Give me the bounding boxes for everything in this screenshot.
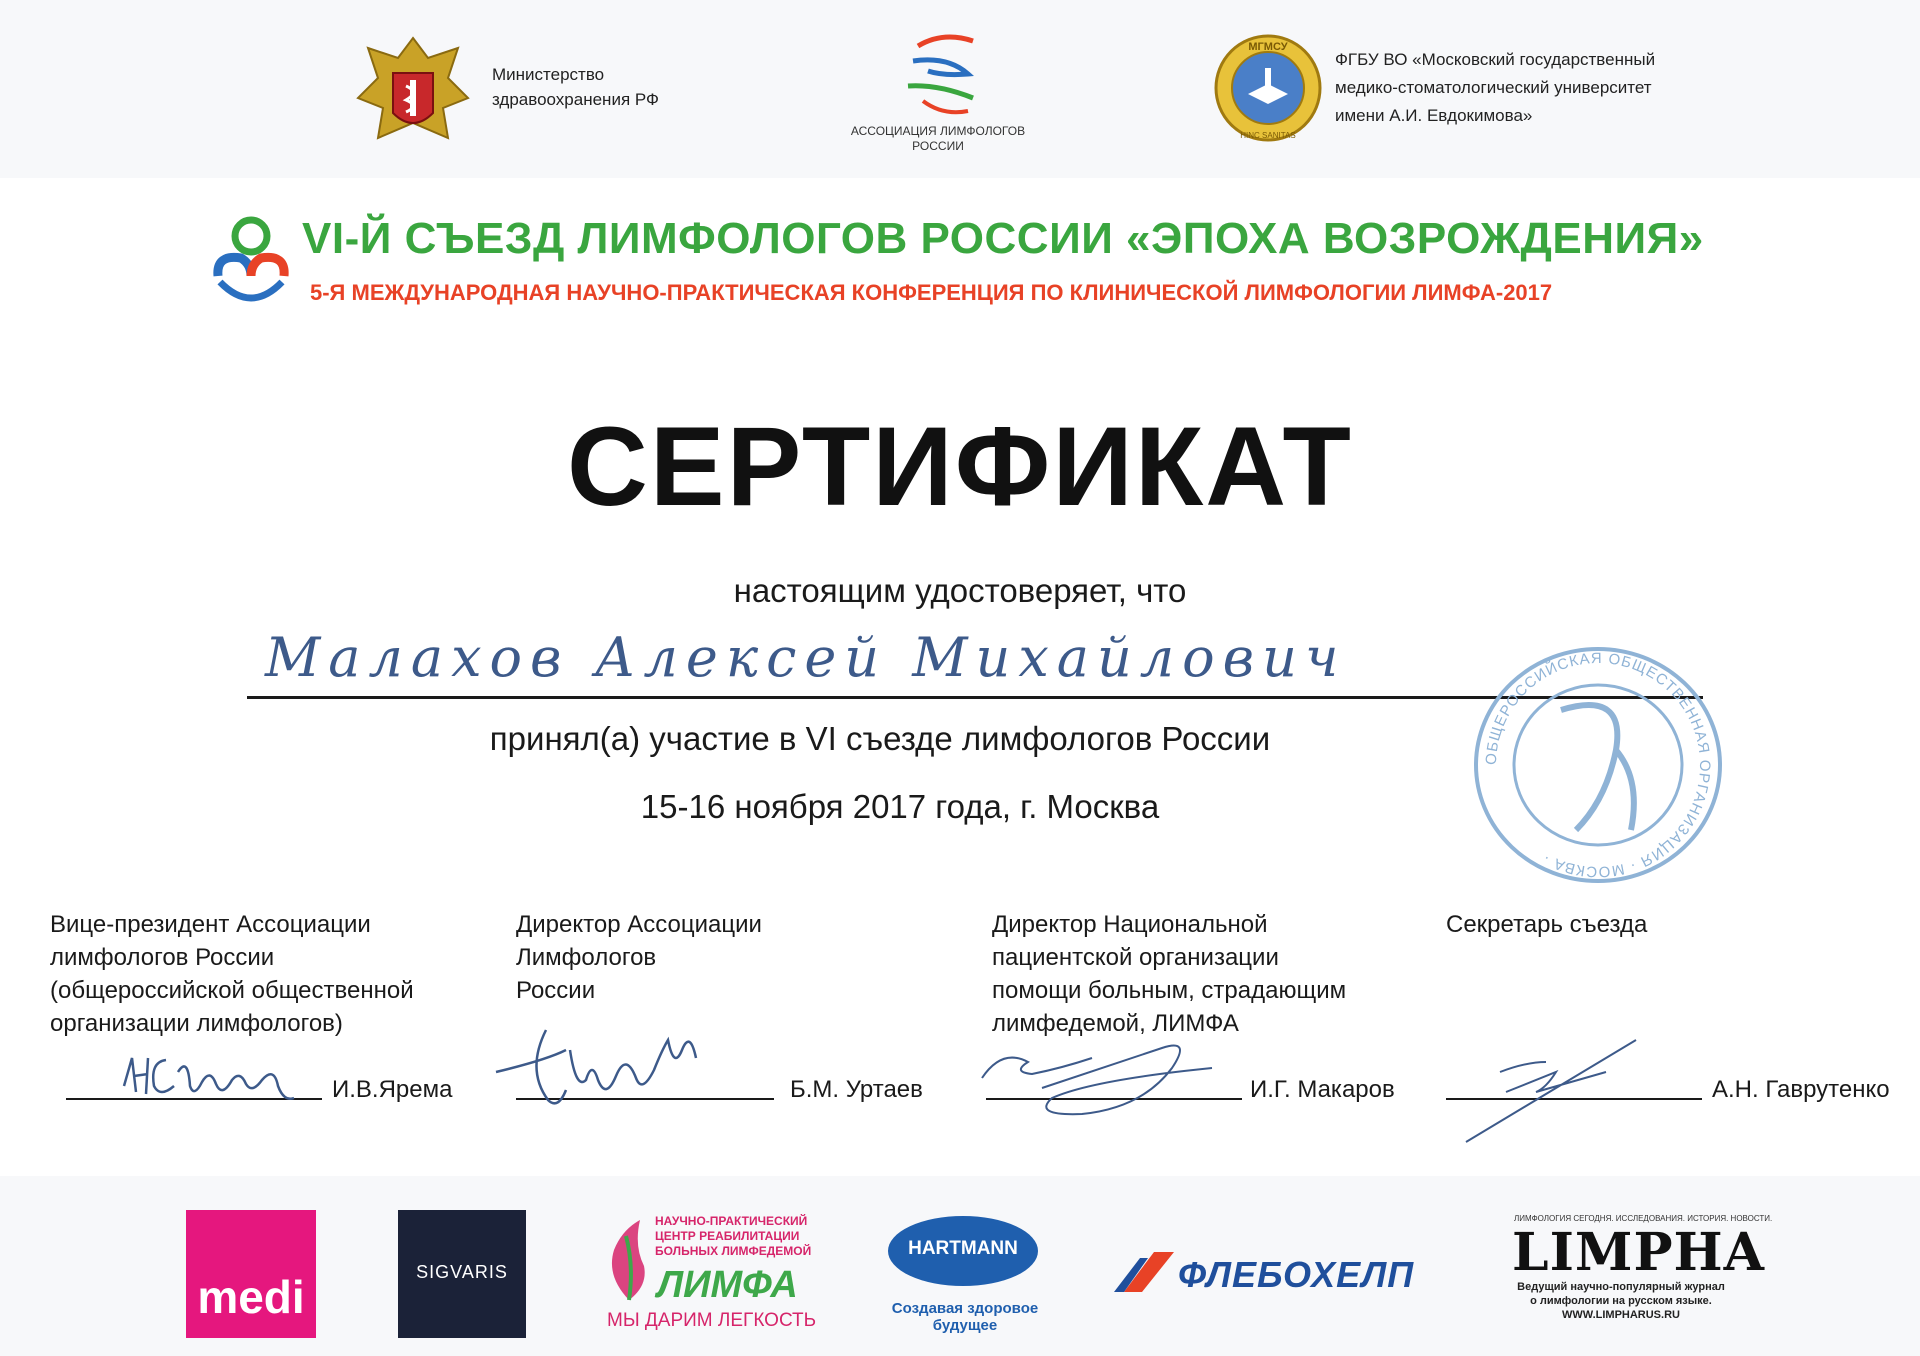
university-seal-top-text: МГМСУ bbox=[1248, 41, 1288, 53]
signatory-4-name: А.Н. Гаврутенко bbox=[1712, 1076, 1890, 1103]
signatory-3-title-line: помощи больным, страдающим bbox=[992, 977, 1347, 1004]
signatory-2-title bbox=[516, 908, 762, 1007]
certificate-title: СЕРТИФИКАТ bbox=[567, 404, 1353, 529]
stamp-arc-text: ОБЩЕРОССИЙСКАЯ ОБЩЕСТВЕННАЯ ОРГАНИЗАЦИЯ · МОСКВА · bbox=[1482, 649, 1714, 881]
association-line-2: РОССИИ bbox=[912, 139, 964, 153]
limfa-center-caption bbox=[655, 1214, 811, 1259]
flebohelp-logo-icon bbox=[1114, 1248, 1178, 1296]
limpha-description bbox=[1496, 1280, 1746, 1322]
ministry-emblem-icon bbox=[348, 28, 478, 158]
signatory-4-signature bbox=[1436, 1032, 1642, 1152]
limpha-website: WWW.LIMPHARUS.RU bbox=[1562, 1309, 1680, 1321]
medi-logo-text: medi bbox=[197, 1271, 305, 1323]
sigvaris-logo-text: SIGVARIS bbox=[416, 1262, 508, 1282]
congress-title: VI-Й СЪЕЗД ЛИМФОЛОГОВ РОССИИ «ЭПОХА ВОЗРОЖДЕНИЯ» bbox=[302, 214, 1704, 263]
university-seal-bottom-text: HINC SANITAS bbox=[1240, 131, 1296, 140]
signatory-1-signature bbox=[118, 1046, 308, 1116]
limpha-logo-text: LIMPHA bbox=[1512, 1222, 1766, 1283]
signatory-3-signature bbox=[972, 1028, 1232, 1120]
sigvaris-logo bbox=[398, 1210, 526, 1338]
signatory-1-title-line: (общероссийской общественной bbox=[50, 977, 414, 1004]
signatory-1-title bbox=[50, 908, 414, 1040]
signatory-3-title-line: пациентской организации bbox=[992, 944, 1279, 971]
limfa-center-slogan: МЫ ДАРИМ ЛЕГКОСТЬ bbox=[607, 1310, 817, 1331]
signatory-3-title-line: Директор Национальной bbox=[992, 911, 1268, 938]
university-line-3: имени А.И. Евдокимова» bbox=[1335, 106, 1533, 125]
limfa-center-caption-line: НАУЧНО-ПРАКТИЧЕСКИЙ bbox=[655, 1214, 808, 1228]
limfa-center-leaf-icon bbox=[604, 1216, 654, 1306]
certifies-text: настоящим удостоверяет, что bbox=[733, 572, 1187, 609]
signatory-3-name: И.Г. Макаров bbox=[1250, 1076, 1395, 1103]
signatory-2-title-line: России bbox=[516, 977, 596, 1004]
limpha-description-line: Ведущий научно-популярный журнал bbox=[1517, 1281, 1725, 1293]
recipient-name: Малахов Алексей Михайлович bbox=[265, 626, 1347, 689]
signatory-1-name: И.В.Ярема bbox=[332, 1076, 453, 1103]
medi-logo bbox=[186, 1210, 316, 1338]
conference-subtitle: 5-Я МЕЖДУНАРОДНАЯ НАУЧНО-ПРАКТИЧЕСКАЯ КОНФЕРЕНЦИЯ ПО КЛИНИЧЕСКОЙ ЛИМФОЛОГИИ ЛИМФА-2017 bbox=[310, 280, 1553, 305]
limpha-description-line: о лимфологии на русском языке. bbox=[1530, 1295, 1712, 1307]
university-line-1: ФГБУ ВО «Московский государственный bbox=[1335, 50, 1656, 69]
limfa-center-caption-line: ЦЕНТР РЕАБИЛИТАЦИИ bbox=[655, 1229, 800, 1243]
limfa-center-caption-line: БОЛЬНЫХ ЛИМФЕДЕМОЙ bbox=[655, 1244, 812, 1258]
signatory-2-title-line: Директор Ассоциации bbox=[516, 911, 762, 938]
congress-logo-icon bbox=[206, 214, 296, 308]
ministry-line-2: здравоохранения РФ bbox=[492, 90, 659, 109]
signatory-3-title-line: лимфедемой, ЛИМФА bbox=[992, 1010, 1239, 1037]
signatory-2-signature bbox=[486, 1010, 722, 1120]
organization-stamp-icon bbox=[1466, 640, 1730, 890]
association-name bbox=[838, 124, 1038, 154]
hartmann-logo bbox=[888, 1216, 1038, 1286]
hartmann-slogan-line: Создавая здоровое bbox=[891, 1300, 1039, 1317]
flebohelp-logo-text: ФЛЕБОХЕЛП bbox=[1178, 1254, 1415, 1295]
ministry-name bbox=[492, 62, 659, 112]
university-line-2: медико-стоматологический университет bbox=[1335, 78, 1652, 97]
signatory-3-title bbox=[992, 908, 1346, 1040]
hartmann-logo-text: HARTMANN bbox=[908, 1238, 1018, 1259]
limpha-tagline: ЛИМФОЛОГИЯ СЕГОДНЯ. ИССЛЕДОВАНИЯ. ИСТОРИЯ. НОВОСТИ. bbox=[1514, 1214, 1773, 1223]
limfa-center-name: ЛИМФА bbox=[657, 1264, 798, 1306]
signatory-1-title-line: организации лимфологов) bbox=[50, 1010, 343, 1037]
signatory-2-title-line: Лимфологов bbox=[516, 944, 657, 971]
university-name bbox=[1335, 46, 1655, 130]
date-place-text: 15-16 ноября 2017 года, г. Москва bbox=[640, 788, 1160, 825]
participation-text: принял(а) участие в VI съезде лимфологов России bbox=[489, 720, 1271, 757]
hartmann-slogan-line: будущее bbox=[932, 1317, 998, 1334]
signatory-4-title bbox=[1446, 908, 1647, 941]
ministry-line-1: Министерство bbox=[492, 65, 605, 84]
university-seal-icon bbox=[1208, 28, 1328, 144]
association-line-1: АССОЦИАЦИЯ ЛИМФОЛОГОВ bbox=[850, 124, 1026, 138]
signatory-1-title-line: лимфологов России bbox=[50, 944, 275, 971]
signatory-2-name: Б.М. Уртаев bbox=[790, 1076, 923, 1103]
signatory-1-title-line: Вице-президент Ассоциации bbox=[50, 911, 371, 938]
hartmann-slogan bbox=[870, 1300, 1060, 1334]
signatory-4-title-line: Секретарь съезда bbox=[1446, 911, 1648, 938]
association-logo-icon bbox=[888, 26, 988, 122]
